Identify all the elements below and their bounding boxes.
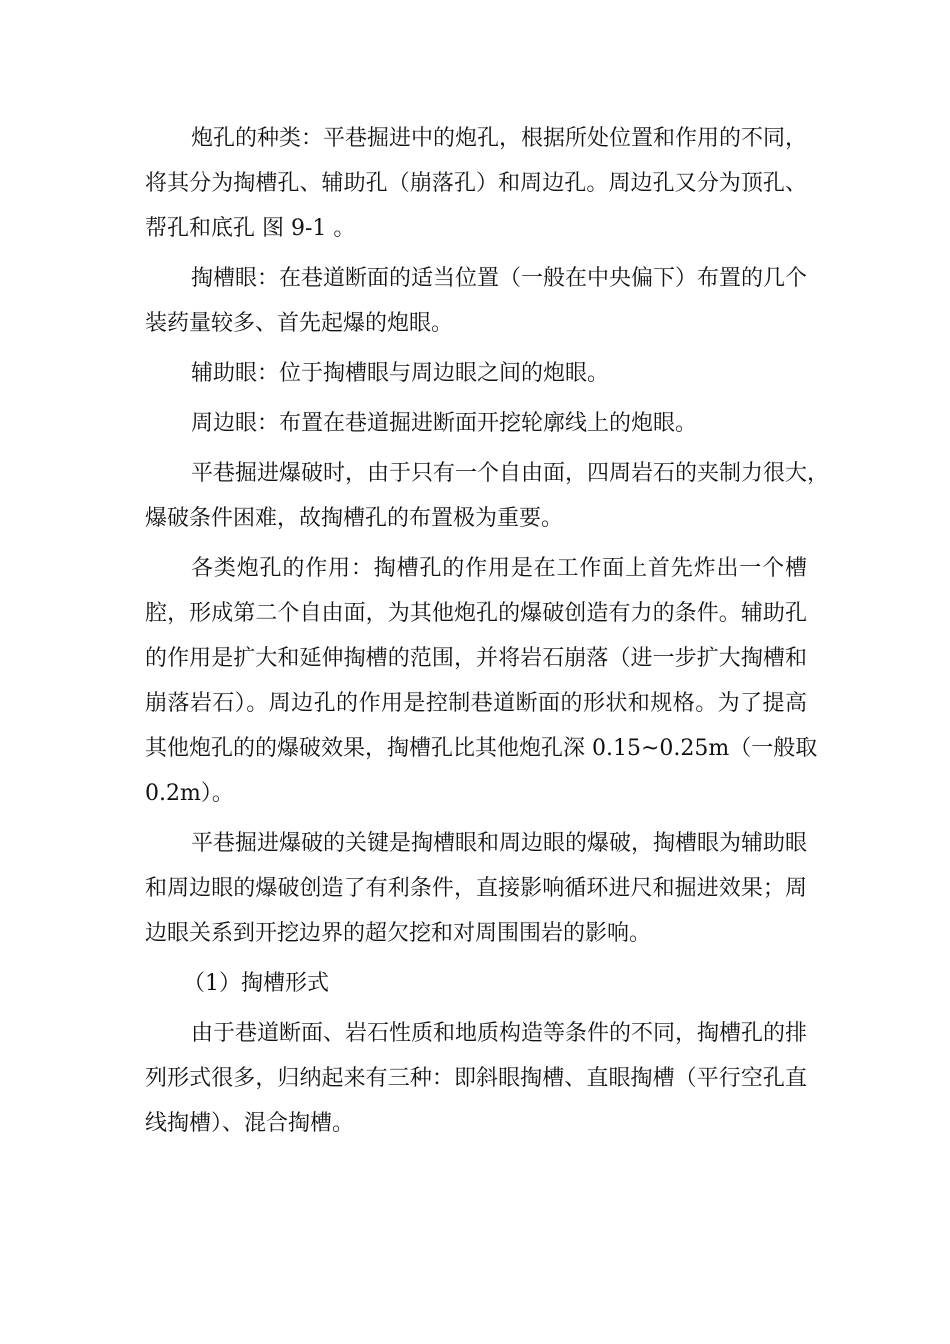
text-line: 的作用是扩大和延伸掏槽的范围，并将岩石崩落（进一步扩大掏槽和 — [145, 646, 807, 671]
text-line: 列形式很多，归纳起来有三种：即斜眼掏槽、直眼掏槽（平行空孔直 — [145, 1066, 807, 1091]
text-line: 装药量较多、首先起爆的炮眼。 — [145, 311, 454, 336]
text-line: 和周边眼的爆破创造了有利条件，直接影响循环进尺和掘进效果；周 — [145, 876, 807, 901]
text-line: 腔，形成第二个自由面，为其他炮孔的爆破创造有力的条件。辅助孔 — [145, 601, 807, 626]
text-line: 爆破条件困难，故掏槽孔的布置极为重要。 — [145, 506, 564, 531]
text-line: 炮孔的种类：平巷掘进中的炮孔，根据所处位置和作用的不同， — [191, 126, 808, 151]
section-heading: （1）掏槽形式 — [183, 971, 329, 996]
text-line: 周边眼：布置在巷道掘进断面开挖轮廓线上的炮眼。 — [191, 411, 698, 436]
text-line: 各类炮孔的作用：掏槽孔的作用是在工作面上首先炸出一个槽 — [191, 556, 807, 581]
text-line: 其他炮孔的的爆破效果，掏槽孔比其他炮孔深 0.15~0.25m（一般取 — [145, 736, 818, 761]
text-line: 帮孔和底孔 图 9-1 。 — [145, 216, 356, 241]
body-text — [145, 116, 830, 1146]
text-line: 线掏槽）、混合掏槽。 — [145, 1111, 355, 1136]
text-line: 将其分为掏槽孔、辅助孔（崩落孔）和周边孔。周边孔又分为顶孔、 — [145, 171, 807, 196]
text-line: 崩落岩石）。周边孔的作用是控制巷道断面的形状和规格。为了提高 — [145, 691, 807, 716]
text-line: 由于巷道断面、岩石性质和地质构造等条件的不同，掏槽孔的排 — [191, 1021, 808, 1046]
text-line: 边眼关系到开挖边界的超欠挖和对周围围岩的影响。 — [145, 921, 652, 946]
text-line: 辅助眼：位于掏槽眼与周边眼之间的炮眼。 — [191, 361, 610, 386]
text-line: 0.2m）。 — [145, 781, 234, 806]
text-line: 平巷掘进爆破的关键是掏槽眼和周边眼的爆破，掏槽眼为辅助眼 — [191, 831, 808, 856]
text-line: 掏槽眼：在巷道断面的适当位置（一般在中央偏下）布置的几个 — [191, 266, 808, 291]
text-line: 平巷掘进爆破时，由于只有一个自由面，四周岩石的夹制力很大， — [191, 461, 830, 486]
